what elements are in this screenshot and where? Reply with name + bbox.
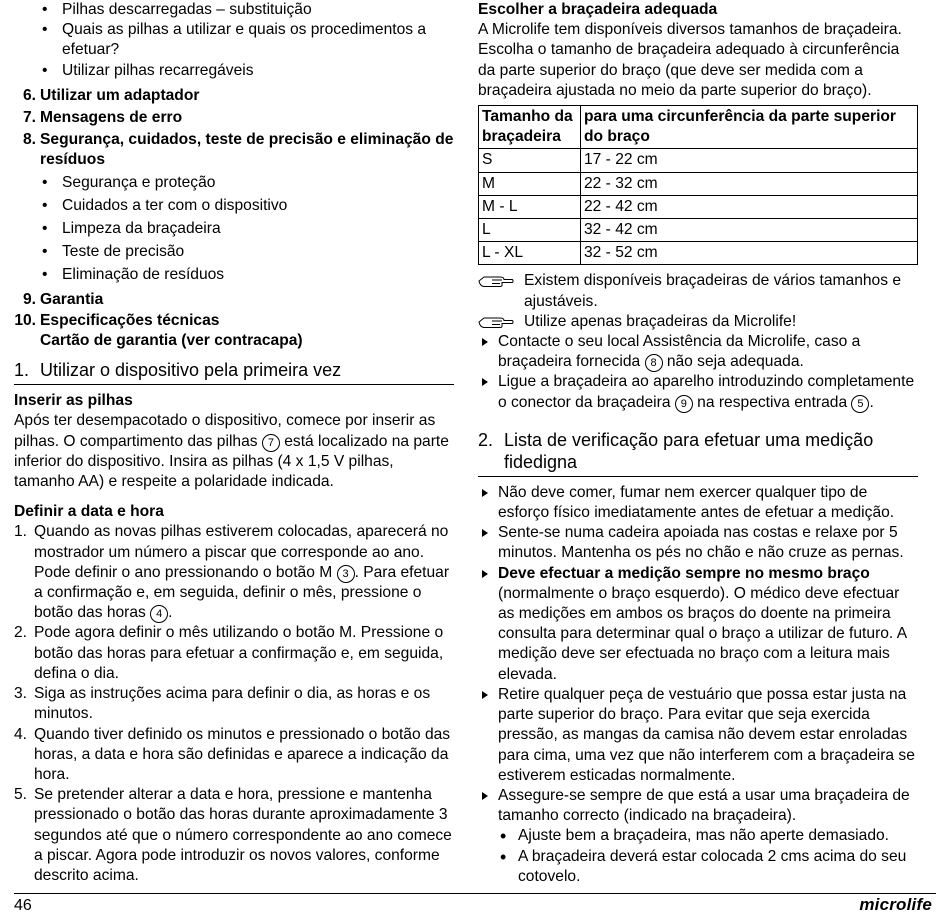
datetime-heading: Definir a data e hora — [14, 503, 164, 521]
batteries-heading: Inserir as pilhas — [14, 392, 133, 410]
table-row: M 22 - 32 cm — [479, 172, 918, 195]
cuff-notes — [478, 271, 918, 412]
cuff-heading: Escolher a braçadeira adequada — [478, 1, 718, 18]
ref-circle: 4 — [150, 605, 168, 623]
table-header-row — [479, 106, 918, 149]
ref-circle: 9 — [675, 395, 693, 413]
toc-bullets-b — [14, 173, 454, 286]
note-item: Existem disponíveis braçadeiras de vários tamanhos e ajustáveis. — [478, 271, 918, 311]
toc-item: 7. Mensagens de erro — [22, 109, 183, 127]
toc-item: 10. Especificações técnicas — [14, 311, 220, 329]
toc-bullet: • Quais as pilhas a utilizar e quais os procedimentos a efetuar? — [14, 20, 454, 60]
footer-divider — [14, 893, 936, 894]
datetime-step: 1. Quando as novas pilhas estiverem colocadas, aparecerá no mostrador um número a piscar que corresponde ao ano. Pode definir o ano pressionando o botão M 3 . Para efetuar a confirmação e, em seguida, definir o mês, pressione o botão das horas 4 . — [14, 523, 450, 622]
table-row: M - L 22 - 42 cm — [479, 195, 918, 218]
datetime-step: 2. Pode agora definir o mês utilizando o botão M. Pressione o botão das horas para efetuar a confirmação e, em seguida, defina o dia. — [14, 624, 444, 682]
table-row: L - XL 32 - 52 cm — [479, 242, 918, 265]
checklist-subitem: • Ajuste bem a braçadeira, mas não aperte demasiado. — [478, 826, 918, 846]
toc-item: 8. Segurança, cuidados, teste de precisão e eliminação de resíduos — [22, 131, 454, 169]
datetime-steps — [14, 522, 454, 886]
toc-bullet: • Pilhas descarregadas – substituição — [14, 0, 454, 20]
brand-logo: microlife — [859, 895, 932, 914]
pointing-hand-icon — [478, 315, 514, 329]
checklist-item: Sente-se numa cadeira apoiada nas costas e relaxe por 5 minutos. Mantenha os pés no chão e não cruze as pernas. — [478, 523, 918, 563]
toc-bullet: • Eliminação de resíduos — [14, 265, 454, 285]
note-item: Utilize apenas braçadeiras da Microlife! — [478, 312, 918, 332]
batteries-text: Após ter desempacotado o dispositivo, comece por inserir as pilhas. O compartimento das pilhas 7 está localizado na parte inferior do dispositivo. Insira as pilhas (4 x 1,5 V pilhas, tamanho AA) e respeite a polaridade indicada. — [14, 412, 449, 491]
datetime-step: 5. Se pretender alterar a data e hora, pressione e mantenha pressionado o botão das horas durante aproximadamente 3 segundos até que o número correspondente ao ano comece a piscar. Agora pode introduzir os novos valores, conforme descrito acima. — [14, 786, 452, 884]
page-number: 46 — [14, 897, 32, 914]
checklist-item: Deve efectuar a medição sempre no mesmo braço (normalmente o braço esquerdo). O médico deve efectuar as medições em ambos os braços do doente na primeira consulta para determinar qual o braço a utilizar de futuro. A medição deve ser efectuada no braço com a leitura mais elevada. — [478, 564, 918, 685]
toc-item: 9. Garantia — [22, 290, 104, 308]
ref-circle: 8 — [645, 354, 663, 372]
datetime-step: 3. Siga as instruções acima para definir o dia, as horas e os minutos. — [14, 685, 431, 723]
datetime-step: 4. Quando tiver definido os minutos e pressionado o botão das horas, a data e hora são definidas e aparece a indicação da hora. — [14, 725, 451, 783]
cuff-size-table — [478, 105, 918, 265]
ref-circle: 3 — [337, 565, 355, 583]
cuff-intro: A Microlife tem disponíveis diversos tamanhos de braçadeira. Escolha o tamanho de braçadeira adequado à circunferência da parte superior do braço (que deve ser medida com a braçadeira ajustada no meio da parte superior do braço). — [478, 21, 902, 99]
section-1-heading: 1. Utilizar o dispositivo pela primeira vez — [14, 359, 454, 385]
checklist-subitem: • A braçadeira deverá estar colocada 2 cms acima do seu cotovelo. — [478, 847, 918, 887]
toc-bullet: • Segurança e proteção — [14, 173, 454, 193]
arrow-item: Contacte o seu local Assistência da Microlife, caso a braçadeira fornecida 8 não seja adequada. — [478, 332, 918, 372]
right-column — [478, 0, 918, 887]
toc-bullet: • Cuidados a ter com o dispositivo — [14, 196, 454, 216]
ref-circle: 7 — [262, 434, 280, 452]
arrow-item: Ligue a braçadeira ao aparelho introduzindo completamente o conector da braçadeira 9 na respectiva entrada 5 . — [478, 372, 918, 412]
table-row: S 17 - 22 cm — [479, 149, 918, 172]
ref-circle: 5 — [851, 395, 869, 413]
table-header: Tamanho da braçadeira — [479, 106, 581, 149]
table-row: L 32 - 42 cm — [479, 219, 918, 242]
checklist-item: Assegure-se sempre de que está a usar uma braçadeira de tamanho correcto (indicado na braçadeira). — [478, 786, 918, 826]
toc-bullets-a — [14, 0, 454, 81]
toc-bullet: • Teste de precisão — [14, 242, 454, 262]
toc-items-b — [14, 290, 454, 352]
left-column — [14, 0, 454, 886]
toc-warranty-card: Cartão de garantia (ver contracapa) — [40, 332, 303, 350]
checklist-item: Retire qualquer peça de vestuário que possa estar justa na parte superior do braço. Para evitar que seja exercida pressão, as mangas da camisa não devem estar enroladas para cima, uma vez que não interferem com a braçadeira se estiverem esticadas normalmente. — [478, 685, 918, 786]
toc-item: 6. Utilizar um adaptador — [22, 86, 200, 104]
section-2-heading: 2. Lista de verificação para efetuar uma medição fidedigna — [478, 429, 918, 477]
toc-bullet: • Utilizar pilhas recarregáveis — [14, 61, 454, 81]
toc-items-a — [14, 86, 454, 171]
checklist-item: Não deve comer, fumar nem exercer qualquer tipo de esforço físico imediatamente antes de efetuar a medição. — [478, 483, 918, 523]
toc-bullet: • Limpeza da braçadeira — [14, 219, 454, 239]
table-header: para uma circunferência da parte superior do braço — [581, 106, 918, 149]
pointing-hand-icon — [478, 274, 514, 288]
